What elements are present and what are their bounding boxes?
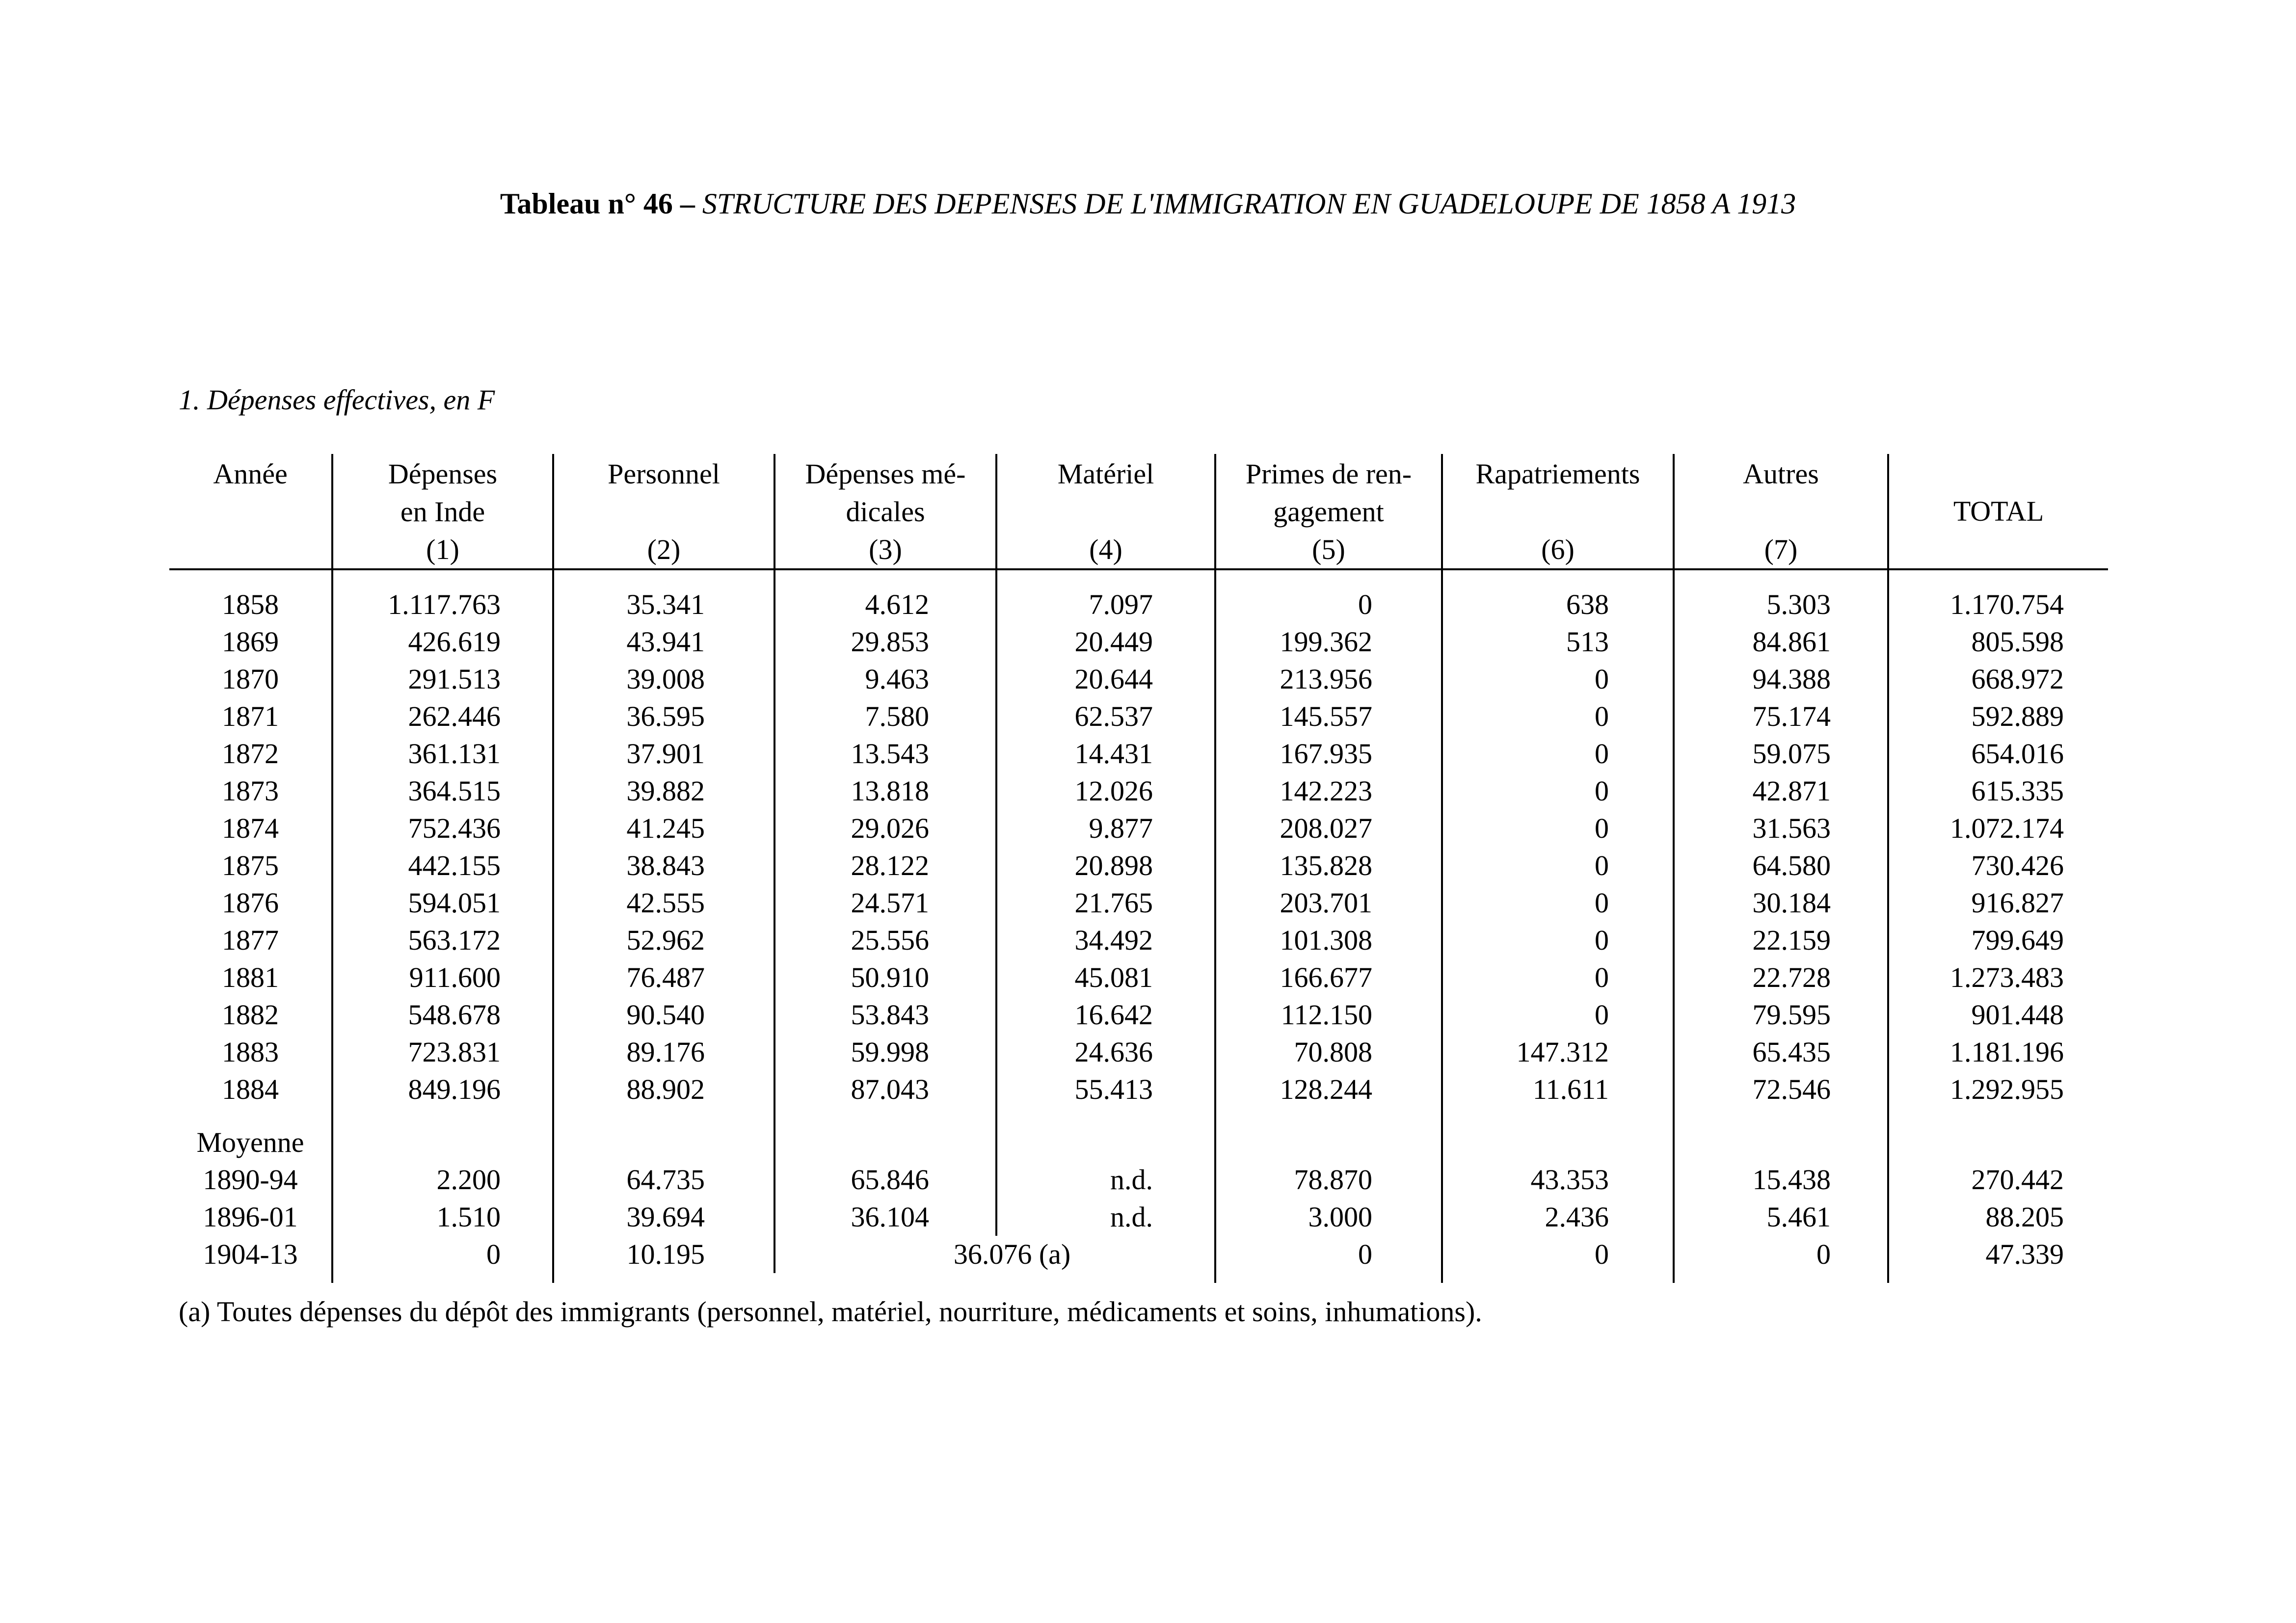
table-row-spacer [169, 1108, 2108, 1124]
value-cell: 84.861 [1673, 623, 1887, 661]
value-cell: 21.765 [995, 884, 1214, 922]
value-cell: 20.898 [995, 847, 1214, 884]
value-cell: 0 [1441, 661, 1673, 698]
value-cell: 65.435 [1673, 1034, 1887, 1071]
year-cell: 1869 [222, 626, 279, 658]
value-cell: 88.902 [552, 1071, 774, 1108]
value-cell: 166.677 [1214, 959, 1441, 996]
year-cell: 1883 [222, 1036, 279, 1068]
value-cell: 0 [1441, 884, 1673, 922]
value-cell: 24.571 [774, 884, 995, 922]
value-cell: 4.612 [774, 586, 995, 623]
footnote: (a) Toutes dépenses du dépôt des immigrants (personnel, matériel, nourriture, médicaments et soins, inhumations). [179, 1296, 1482, 1328]
value-cell: 901.448 [1887, 996, 2108, 1034]
value-cell: 45.081 [995, 959, 1214, 996]
table-title-text: STRUCTURE DES DEPENSES DE L'IMMIGRATION EN GUADELOUPE DE 1858 A 1913 [702, 187, 1796, 220]
value-cell: 723.831 [331, 1034, 552, 1071]
value-cell: 2.436 [1441, 1198, 1673, 1236]
value-cell: 87.043 [774, 1071, 995, 1108]
value-cell: 615.335 [1887, 772, 2108, 810]
value-cell: 53.843 [774, 996, 995, 1034]
value-cell: 34.492 [995, 922, 1214, 959]
value-cell: 65.846 [774, 1161, 995, 1198]
value-cell: 72.546 [1673, 1071, 1887, 1108]
table-row [169, 1161, 2108, 1198]
value-cell: 47.339 [1887, 1236, 2108, 1273]
value-cell: 654.016 [1887, 735, 2108, 772]
value-cell: 638 [1441, 586, 1673, 623]
value-cell: 911.600 [331, 959, 552, 996]
table-row [169, 586, 2108, 623]
table-row [169, 1236, 2108, 1273]
table-row [169, 847, 2108, 884]
value-cell: 59.075 [1673, 735, 1887, 772]
value-cell: 364.515 [331, 772, 552, 810]
value-cell: 50.910 [774, 959, 995, 996]
table-title-prefix: Tableau n° 46 – [500, 187, 695, 220]
table-row [169, 1034, 2108, 1071]
value-cell: 1.510 [331, 1198, 552, 1236]
table-row [169, 772, 2108, 810]
value-cell: 548.678 [331, 996, 552, 1034]
table-row [169, 623, 2108, 661]
year-cell: 1881 [222, 961, 279, 993]
header-rapatriements: Rapatriements (6) [1441, 454, 1673, 568]
value-cell: 78.870 [1214, 1161, 1441, 1198]
year-cell: 1904-13 [203, 1238, 298, 1270]
value-cell: 0 [1441, 1236, 1673, 1273]
value-cell: 42.555 [552, 884, 774, 922]
value-cell: 752.436 [331, 810, 552, 847]
table-row-spacer [169, 1273, 2108, 1283]
value-cell: 7.580 [774, 698, 995, 735]
merged-value-cell: 36.076 (a) [774, 1236, 1214, 1273]
value-cell: 89.176 [552, 1034, 774, 1071]
value-cell: 0 [1441, 772, 1673, 810]
value-cell: 42.871 [1673, 772, 1887, 810]
value-cell: 29.853 [774, 623, 995, 661]
value-cell: 0 [1441, 922, 1673, 959]
value-cell: 64.580 [1673, 847, 1887, 884]
value-cell: 135.828 [1214, 847, 1441, 884]
value-cell: 70.808 [1214, 1034, 1441, 1071]
value-cell: 0 [1214, 1236, 1441, 1273]
value-cell: 199.362 [1214, 623, 1441, 661]
value-cell: 0 [1673, 1236, 1887, 1273]
value-cell: 1.072.174 [1887, 810, 2108, 847]
year-cell: 1858 [222, 588, 279, 620]
value-cell: 14.431 [995, 735, 1214, 772]
value-cell: 145.557 [1214, 698, 1441, 735]
year-cell: 1876 [222, 887, 279, 919]
value-cell: 25.556 [774, 922, 995, 959]
value-cell: 167.935 [1214, 735, 1441, 772]
value-cell: 90.540 [552, 996, 774, 1034]
value-cell: 0 [331, 1236, 552, 1273]
value-cell: 426.619 [331, 623, 552, 661]
value-cell: 35.341 [552, 586, 774, 623]
table-row [169, 1198, 2108, 1236]
value-cell: 30.184 [1673, 884, 1887, 922]
value-cell: n.d. [995, 1161, 1214, 1198]
header-materiel: Matériel (4) [995, 454, 1214, 568]
value-cell: 1.181.196 [1887, 1034, 2108, 1071]
value-cell: 11.611 [1441, 1071, 1673, 1108]
table-title [0, 182, 2296, 226]
moyenne-label: Moyenne [196, 1126, 304, 1158]
value-cell: n.d. [995, 1198, 1214, 1236]
header-depenses-medicales: Dépenses mé- dicales (3) [774, 454, 995, 568]
year-cell: 1874 [222, 812, 279, 844]
moyenne-body [169, 1161, 2108, 1236]
value-cell: 13.818 [774, 772, 995, 810]
table-row [169, 735, 2108, 772]
table-row [169, 698, 2108, 735]
value-cell: 1.117.763 [331, 586, 552, 623]
value-cell: 0 [1441, 810, 1673, 847]
value-cell: 0 [1441, 735, 1673, 772]
value-cell: 513 [1441, 623, 1673, 661]
value-cell: 270.442 [1887, 1161, 2108, 1198]
value-cell: 52.962 [552, 922, 774, 959]
table-header-row [169, 454, 2108, 570]
value-cell: 29.026 [774, 810, 995, 847]
value-cell: 13.543 [774, 735, 995, 772]
value-cell: 916.827 [1887, 884, 2108, 922]
header-annee: Année [213, 458, 288, 490]
value-cell: 5.303 [1673, 586, 1887, 623]
value-cell: 203.701 [1214, 884, 1441, 922]
value-cell: 3.000 [1214, 1198, 1441, 1236]
value-cell: 37.901 [552, 735, 774, 772]
value-cell: 59.998 [774, 1034, 995, 1071]
value-cell: 0 [1441, 996, 1673, 1034]
table-body [169, 586, 2108, 1108]
value-cell: 9.463 [774, 661, 995, 698]
year-cell: 1875 [222, 850, 279, 881]
header-primes-rengagement: Primes de ren- gagement (5) [1214, 454, 1441, 568]
value-cell: 31.563 [1673, 810, 1887, 847]
value-cell: 10.195 [552, 1236, 774, 1273]
value-cell: 43.353 [1441, 1161, 1673, 1198]
moyenne-label-row [169, 1124, 2108, 1161]
value-cell: 22.728 [1673, 959, 1887, 996]
value-cell: 563.172 [331, 922, 552, 959]
value-cell: 291.513 [331, 661, 552, 698]
table-row [169, 884, 2108, 922]
value-cell: 39.694 [552, 1198, 774, 1236]
value-cell: 62.537 [995, 698, 1214, 735]
value-cell: 28.122 [774, 847, 995, 884]
value-cell: 36.104 [774, 1198, 995, 1236]
value-cell: 849.196 [331, 1071, 552, 1108]
value-cell: 213.956 [1214, 661, 1441, 698]
value-cell: 76.487 [552, 959, 774, 996]
year-cell: 1871 [222, 700, 279, 732]
value-cell: 668.972 [1887, 661, 2108, 698]
section-subtitle: 1. Dépenses effectives, en F [179, 384, 495, 416]
table-row [169, 1071, 2108, 1108]
year-cell: 1877 [222, 924, 279, 956]
value-cell: 0 [1214, 586, 1441, 623]
table-row [169, 810, 2108, 847]
value-cell: 88.205 [1887, 1198, 2108, 1236]
value-cell: 41.245 [552, 810, 774, 847]
value-cell: 20.449 [995, 623, 1214, 661]
value-cell: 1.170.754 [1887, 586, 2108, 623]
value-cell: 12.026 [995, 772, 1214, 810]
year-cell: 1870 [222, 663, 279, 695]
value-cell: 75.174 [1673, 698, 1887, 735]
value-cell: 38.843 [552, 847, 774, 884]
value-cell: 36.595 [552, 698, 774, 735]
value-cell: 0 [1441, 847, 1673, 884]
year-cell: 1896-01 [203, 1201, 298, 1233]
value-cell: 730.426 [1887, 847, 2108, 884]
value-cell: 94.388 [1673, 661, 1887, 698]
value-cell: 43.941 [552, 623, 774, 661]
value-cell: 592.889 [1887, 698, 2108, 735]
value-cell: 101.308 [1214, 922, 1441, 959]
value-cell: 128.244 [1214, 1071, 1441, 1108]
value-cell: 9.877 [995, 810, 1214, 847]
value-cell: 55.413 [995, 1071, 1214, 1108]
value-cell: 64.735 [552, 1161, 774, 1198]
header-depenses-inde: Dépenses en Inde (1) [331, 454, 552, 568]
year-cell: 1873 [222, 775, 279, 807]
header-autres: Autres (7) [1673, 454, 1887, 568]
table-row-spacer [169, 570, 2108, 586]
header-total: TOTAL [1887, 454, 2108, 568]
value-cell: 79.595 [1673, 996, 1887, 1034]
value-cell: 24.636 [995, 1034, 1214, 1071]
value-cell: 805.598 [1887, 623, 2108, 661]
value-cell: 142.223 [1214, 772, 1441, 810]
value-cell: 5.461 [1673, 1198, 1887, 1236]
year-cell: 1890-94 [203, 1164, 298, 1196]
value-cell: 1.273.483 [1887, 959, 2108, 996]
table-row [169, 959, 2108, 996]
year-cell: 1882 [222, 999, 279, 1031]
value-cell: 0 [1441, 959, 1673, 996]
value-cell: 2.200 [331, 1161, 552, 1198]
table-row [169, 996, 2108, 1034]
value-cell: 39.882 [552, 772, 774, 810]
header-personnel: Personnel (2) [552, 454, 774, 568]
table-row [169, 661, 2108, 698]
value-cell: 442.155 [331, 847, 552, 884]
value-cell: 262.446 [331, 698, 552, 735]
value-cell: 799.649 [1887, 922, 2108, 959]
value-cell: 112.150 [1214, 996, 1441, 1034]
value-cell: 22.159 [1673, 922, 1887, 959]
expenses-table [169, 454, 2108, 1283]
value-cell: 1.292.955 [1887, 1071, 2108, 1108]
value-cell: 361.131 [331, 735, 552, 772]
value-cell: 0 [1441, 698, 1673, 735]
value-cell: 208.027 [1214, 810, 1441, 847]
value-cell: 147.312 [1441, 1034, 1673, 1071]
year-cell: 1884 [222, 1073, 279, 1105]
value-cell: 16.642 [995, 996, 1214, 1034]
value-cell: 20.644 [995, 661, 1214, 698]
value-cell: 7.097 [995, 586, 1214, 623]
value-cell: 15.438 [1673, 1161, 1887, 1198]
value-cell: 39.008 [552, 661, 774, 698]
value-cell: 594.051 [331, 884, 552, 922]
table-row [169, 922, 2108, 959]
year-cell: 1872 [222, 738, 279, 770]
